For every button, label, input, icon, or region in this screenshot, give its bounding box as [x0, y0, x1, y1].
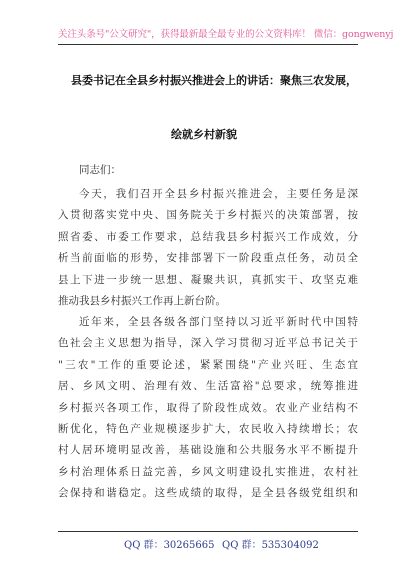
paragraph-line: 推动我县乡村振兴工作再上新台阶。	[58, 295, 226, 308]
paragraph-line: 色社会主义思想为指导，深入学习贯彻习近平总书记关于	[58, 337, 358, 350]
paragraph-line: 县上下进一步统一思想、凝聚共识，真抓实干、攻坚克难	[58, 273, 358, 286]
paragraph-2	[58, 312, 358, 505]
paragraph-line: 村人居环境明显改善，基础设施和公共服务水平不断提升	[58, 444, 358, 457]
paragraph-1	[58, 184, 358, 312]
footer-qq-group-2: QQ 群：535304092	[222, 540, 319, 551]
paragraph-line: 近年来，全县各级各部门坚持以习近平新时代中国特	[79, 316, 358, 328]
paragraph-line: 断优化，特色产业规模逐步扩大，农民收入持续增长；农	[58, 423, 358, 436]
paragraph-line: 照省委、市委工作要求，总结我县乡村振兴工作成效，分	[58, 230, 358, 243]
paragraph-line: 乡村治理体系日益完善，乡风文明建设扎实推进，农村社	[58, 465, 358, 478]
paragraph-line: "三农"工作的重要论述，紧紧围绕"产业兴旺、生态宜	[58, 358, 358, 371]
header-banner: 关注头条号"公文研究"，获得最新最全最专业的公文资料库！ 微信：gongwenyj	[58, 29, 394, 40]
paragraph-line: 居、乡风文明、治理有效、生活富裕"总要求，统筹推进	[58, 380, 358, 393]
document-title-line-2: 绘就乡村新貌	[171, 128, 237, 141]
footer-rule	[58, 531, 358, 532]
paragraph-line: 今天，我们召开全县乡村振兴推进会，主要任务是深	[79, 188, 358, 200]
footer-qq-group-1: QQ 群：30265665	[124, 540, 215, 551]
salutation-text: 同志们：	[79, 164, 121, 176]
paragraph-line: 乡村振兴各项工作，取得了阶段性成效。农业产业结构不	[58, 401, 358, 414]
paragraph-line: 入贯彻落实党中央、国务院关于乡村振兴的决策部署，按	[58, 209, 358, 222]
document-title-line-1: 县委书记在全县乡村振兴推进会上的讲话：聚焦三农发展，	[71, 74, 357, 87]
header-rule	[58, 44, 358, 45]
paragraph-line: 析当前面临的形势，安排部署下一阶段重点任务，动员全	[58, 252, 358, 265]
paragraph-line: 会保持和谐稳定。这些成绩的取得，是全县各级党组织和	[58, 487, 358, 500]
salutation	[58, 160, 358, 181]
